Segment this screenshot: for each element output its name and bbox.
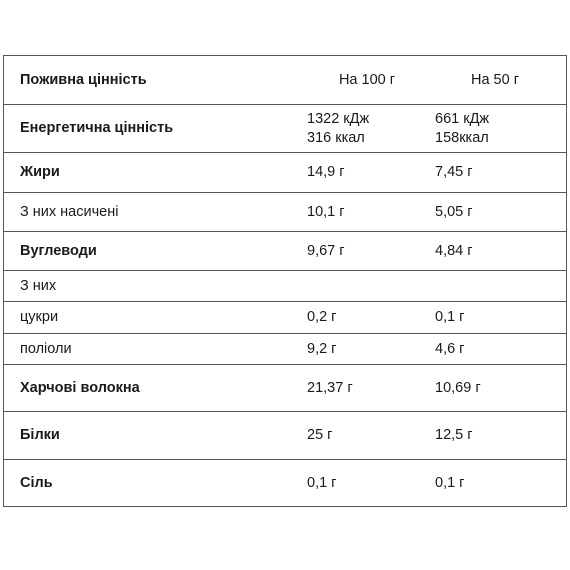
value-per-100g: 0,2 г	[307, 309, 337, 325]
table-row-of-which	[4, 271, 566, 302]
table-row-polyols	[4, 334, 566, 365]
nutrient-name: поліоли	[20, 340, 72, 357]
value-per-100g: 9,67 г	[307, 242, 345, 259]
energy-kcal-50g: 158ккал	[435, 129, 489, 146]
table-row-fiber	[4, 365, 566, 412]
table-row-saturated-fat	[4, 193, 566, 232]
nutrient-name: цукри	[20, 309, 59, 325]
nutrient-name: З них	[20, 277, 57, 294]
table-row-sugars	[4, 302, 566, 334]
table-row-fat	[4, 153, 566, 193]
value-per-50g	[435, 271, 555, 301]
table-row-protein	[4, 412, 566, 460]
value-per-50g: 7,45 г	[435, 164, 473, 180]
value-per-100g	[307, 105, 427, 152]
table-header-row	[4, 56, 566, 105]
header-per-50g-label: На 50 г	[470, 71, 519, 88]
value-per-100g: 14,9 г	[307, 164, 345, 180]
table-row-salt	[4, 460, 566, 507]
header-per-100g-label: На 100 г	[338, 71, 396, 88]
energy-kcal-100g: 316 ккал	[307, 129, 365, 146]
table-row-energy	[4, 105, 566, 153]
nutrient-name: Сіль	[20, 474, 53, 491]
value-per-50g	[435, 105, 555, 152]
value-per-50g: 4,6 г	[435, 340, 465, 357]
nutrient-name: Жири	[20, 164, 60, 180]
value-per-50g: 0,1 г	[435, 309, 465, 325]
nutrient-name: Харчові волокна	[20, 379, 140, 396]
value-per-50g: 4,84 г	[435, 242, 473, 259]
value-per-50g: 0,1 г	[435, 474, 465, 491]
value-per-100g: 0,1 г	[307, 474, 337, 491]
nutrient-name: Вуглеводи	[20, 242, 97, 259]
value-per-100g: 25 г	[307, 427, 333, 443]
nutrient-name: З них насичені	[20, 203, 119, 220]
value-per-100g	[307, 271, 427, 301]
table-row-carbohydrates	[4, 232, 566, 271]
nutrient-name: Білки	[20, 427, 60, 443]
nutrient-name: Енергетична цінність	[20, 120, 174, 136]
energy-kj-50g: 661 кДж	[435, 110, 490, 127]
value-per-100g: 21,37 г	[307, 379, 353, 396]
nutrition-table	[3, 55, 567, 507]
value-per-50g: 10,69 г	[435, 379, 481, 396]
energy-kj-100g: 1322 кДж	[307, 110, 370, 127]
value-per-50g: 5,05 г	[435, 203, 473, 220]
value-per-50g: 12,5 г	[435, 427, 473, 443]
header-nutrient-label: Поживна цінність	[20, 71, 147, 88]
value-per-100g: 9,2 г	[307, 340, 337, 357]
value-per-100g: 10,1 г	[307, 203, 345, 220]
